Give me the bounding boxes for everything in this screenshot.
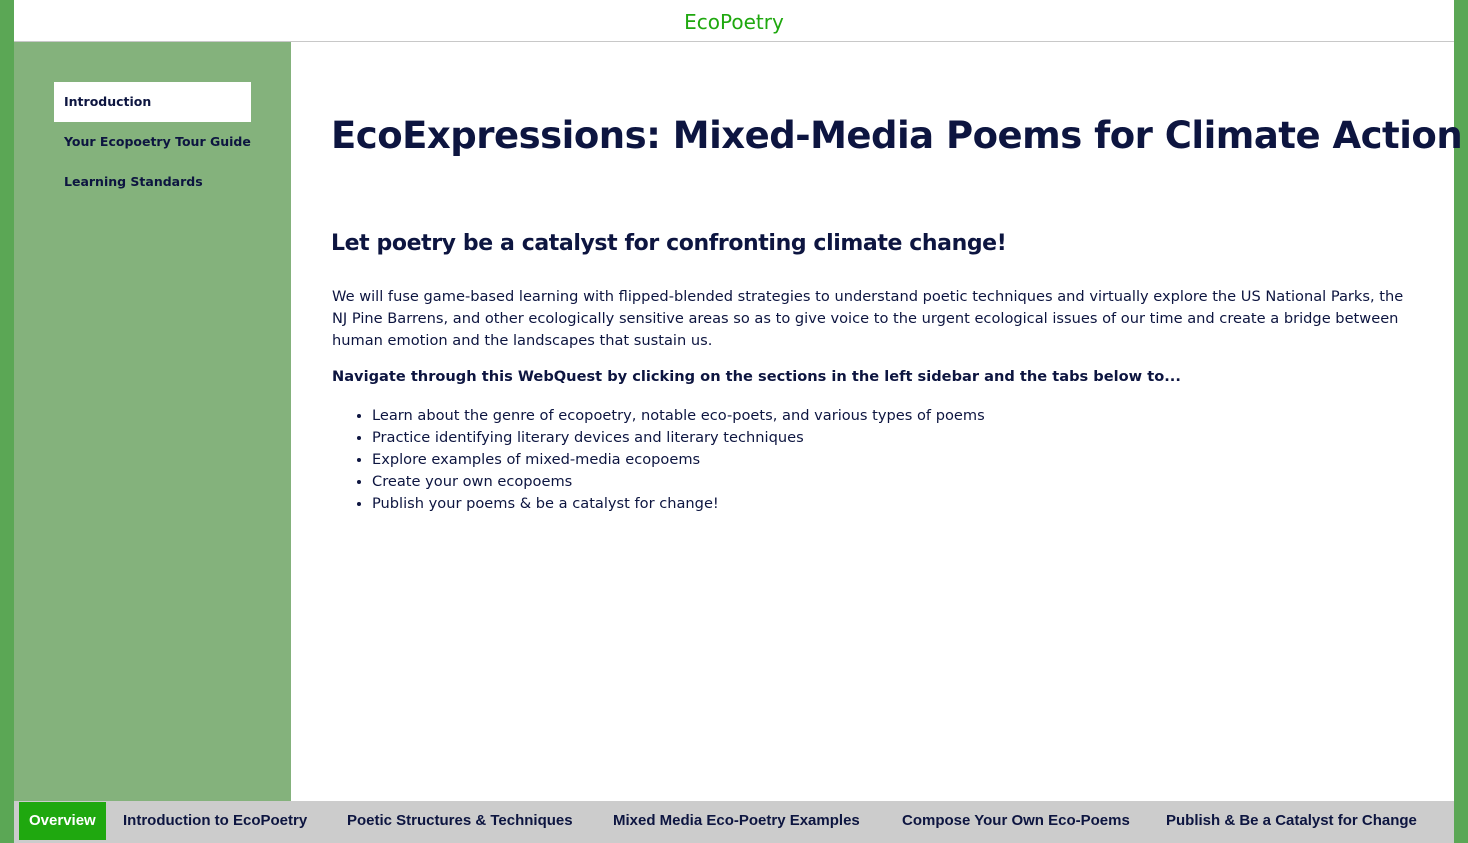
tab-publish-catalyst[interactable]: Publish & Be a Catalyst for Change: [1166, 812, 1417, 829]
tab-poetic-structures[interactable]: Poetic Structures & Techniques: [347, 812, 573, 829]
list-item: • Explore examples of mixed-media ecopoems: [372, 449, 985, 471]
sidebar-item-introduction[interactable]: Introduction: [54, 82, 251, 122]
main-content: [291, 42, 1463, 801]
navigation-instruction: Navigate through this WebQuest by clicking on the sections in the left sidebar and the tabs below to...: [332, 368, 1181, 385]
tab-mixed-media-examples[interactable]: Mixed Media Eco-Poetry Examples: [613, 812, 860, 829]
page-title: EcoExpressions: Mixed-Media Poems for Climate Action: [331, 114, 1463, 157]
list-item: • Create your own ecopoems: [372, 471, 985, 493]
list-item: • Practice identifying literary devices and literary techniques: [372, 427, 985, 449]
list-item: • Publish your poems & be a catalyst for change!: [372, 493, 985, 515]
tab-introduction-to-ecopoetry[interactable]: Introduction to EcoPoetry: [123, 812, 308, 829]
list-item: • Learn about the genre of ecopoetry, notable eco-poets, and various types of poems: [372, 405, 985, 427]
bottom-tab-bar: [14, 801, 1454, 843]
top-header: [14, 0, 1454, 42]
objectives-list: [332, 405, 985, 515]
site-title[interactable]: EcoPoetry: [684, 10, 784, 34]
tab-compose-eco-poems[interactable]: Compose Your Own Eco-Poems: [902, 812, 1130, 829]
page-frame: [14, 0, 1463, 843]
sidebar-item-tour-guide[interactable]: Your Ecopoetry Tour Guide: [64, 134, 251, 149]
page-subtitle: Let poetry be a catalyst for confronting climate change!: [331, 231, 1007, 256]
tab-overview[interactable]: Overview: [19, 802, 106, 840]
sidebar-item-learning-standards[interactable]: Learning Standards: [64, 174, 203, 189]
intro-paragraph: We will fuse game-based learning with flipped-blended strategies to understand poetic techniques and virtually explore the US National Parks, the NJ Pine Barrens, and other ecologically sensitive areas so as to give voice to the urgent ecological issues of our time and create a bridge between human emotion and the landscapes that sustain us.: [332, 288, 1404, 349]
left-sidebar: [14, 42, 291, 801]
